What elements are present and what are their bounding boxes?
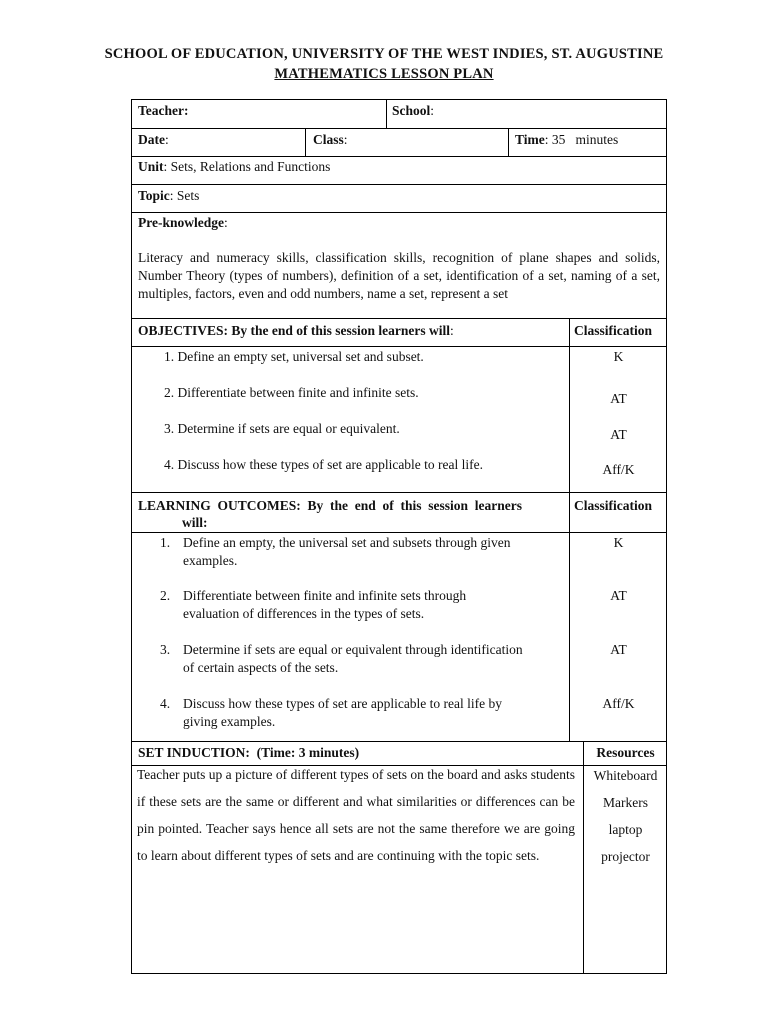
outcome-item: Define an empty, the universal set and subsets through given — [183, 535, 511, 550]
row-divider — [131, 741, 667, 742]
row-divider — [131, 128, 667, 129]
topic-value: : Sets — [169, 188, 200, 203]
objective-item: 1. Define an empty set, universal set and subset. — [164, 349, 424, 364]
outcomes-classification-header: Classification — [574, 498, 653, 513]
objective-item: 4. Discuss how these types of set are applicable to real life. — [164, 457, 484, 472]
row-divider — [131, 212, 667, 213]
class-separator: : — [343, 132, 348, 147]
outcome-item-cont: of certain aspects of the sets. — [183, 660, 339, 675]
class-label: Class — [313, 132, 344, 147]
row-divider — [131, 492, 667, 493]
school-label: School — [392, 103, 431, 118]
objective-classification: K — [613, 349, 624, 364]
resource-item: laptop — [608, 822, 643, 837]
outcomes-heading-cont: will: — [182, 515, 208, 530]
teacher-label: Teacher: — [138, 103, 189, 118]
objectives-heading-separator: : — [450, 323, 454, 338]
outcome-classification: K — [613, 535, 624, 550]
outcome-number: 4. — [160, 696, 171, 711]
preknowledge-separator: : — [224, 215, 228, 230]
objective-classification: AT — [610, 427, 627, 442]
school-separator: : — [430, 103, 435, 118]
unit-field — [138, 158, 330, 176]
row-divider — [131, 318, 667, 319]
outcome-item: Discuss how these types of set are applicable to real life by — [183, 696, 503, 711]
outcome-item-cont: evaluation of differences in the types of sets. — [183, 606, 425, 621]
row-divider — [131, 184, 667, 185]
resource-item: Markers — [603, 795, 648, 810]
resources-header: Resources — [596, 745, 655, 760]
date-field — [138, 131, 169, 149]
topic-label: Topic — [138, 188, 170, 203]
row-divider — [131, 156, 667, 157]
preknowledge-field — [138, 214, 228, 232]
outcome-item: Determine if sets are equal or equivalent through identification — [183, 642, 523, 657]
col-divider — [386, 99, 387, 128]
outcome-number: 2. — [160, 588, 171, 603]
outcome-number: 3. — [160, 642, 171, 657]
outcome-classification: AT — [610, 588, 627, 603]
time-label: Time — [515, 132, 545, 147]
col-divider — [305, 128, 306, 156]
preknowledge-label: Pre-knowledge — [138, 215, 224, 230]
date-separator: : — [165, 132, 169, 147]
col-divider — [508, 128, 509, 156]
col-divider — [569, 318, 570, 741]
row-divider — [131, 532, 667, 533]
resource-item: projector — [601, 849, 650, 864]
induction-text: Teacher puts up a picture of different types of sets on the board and asks students if these sets are the same or different and what similarities or differences can be pin pointed. Teacher says hence all sets are not the same therefore we are going to learn about different types of sets and are continuing with the topic sets. — [137, 767, 575, 863]
outcome-item-cont: giving examples. — [183, 714, 276, 729]
outcome-classification: Aff/K — [602, 696, 635, 711]
objective-item: 3. Determine if sets are equal or equivalent. — [164, 421, 400, 436]
preknowledge-text: Literacy and numeracy skills, classification skills, recognition of plane shapes and solids, Number Theory (types of numbers), definition of a set, identification of a set, naming of a set, multiples, factors, even and odd numbers, name a set, represent a set — [138, 250, 660, 301]
outcome-number: 1. — [160, 535, 171, 550]
school-field — [392, 102, 434, 120]
objectives-heading — [138, 322, 454, 340]
objective-item: 2. Differentiate between finite and infinite sets. — [164, 385, 419, 400]
unit-label: Unit — [138, 159, 164, 174]
row-divider — [131, 346, 667, 347]
time-value: : 35 minutes — [544, 132, 619, 147]
topic-field — [138, 187, 199, 205]
date-label: Date — [138, 132, 165, 147]
objective-classification: AT — [610, 391, 627, 406]
objectives-heading-text: OBJECTIVES: By the end of this session learners will — [138, 323, 451, 338]
objective-classification: Aff/K — [602, 462, 635, 477]
time-field — [515, 131, 618, 149]
objectives-classification-header: Classification — [574, 323, 653, 338]
school-header: SCHOOL OF EDUCATION, UNIVERSITY OF THE WEST INDIES, ST. AUGUSTINE — [104, 46, 664, 62]
outcome-item: Differentiate between finite and infinite sets through — [183, 588, 467, 603]
outcomes-heading: LEARNING OUTCOMES: By the end of this session learners — [138, 498, 523, 513]
induction-heading: SET INDUCTION: (Time: 3 minutes) — [138, 745, 360, 760]
resource-item: Whiteboard — [593, 768, 658, 783]
outcome-classification: AT — [610, 642, 627, 657]
class-field — [313, 131, 348, 149]
unit-value: : Sets, Relations and Functions — [163, 159, 331, 174]
lesson-plan-title: MATHEMATICS LESSON PLAN — [274, 66, 494, 82]
outcome-item-cont: examples. — [183, 553, 238, 568]
